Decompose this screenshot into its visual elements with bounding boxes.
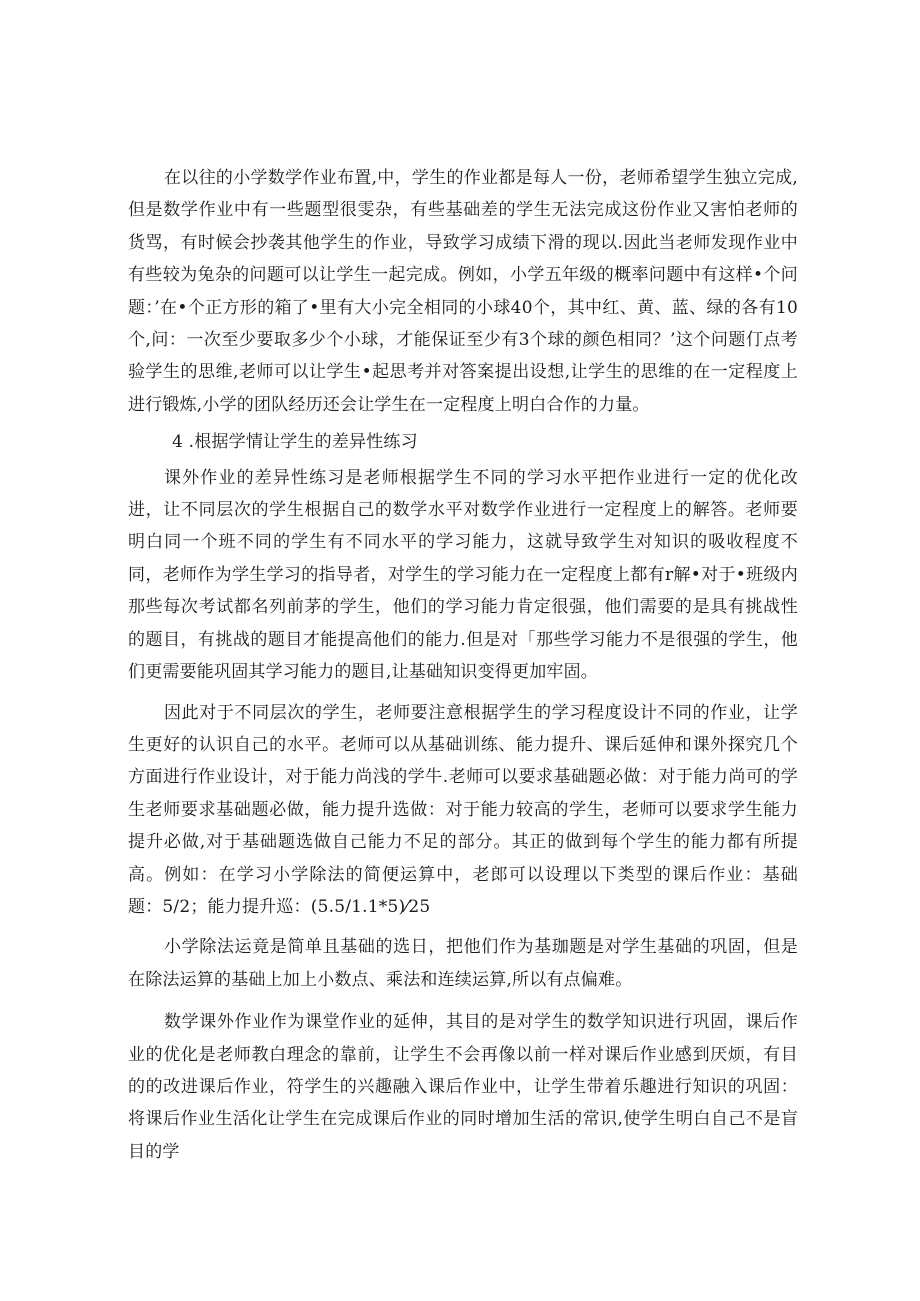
paragraph-differentiated-homework: 课外作业的差异性练习是老师根据学生不同的学习水平把作业进行一定的优化改进，让不同层次的学生根据自己的数学水平对数学作业进行一定程度上的解答。老师要明白同一个班不同的学生有不同水平的学习能力，这就导致学生对知识的吸收程度不同，老师作为学生学习的指导者，对学生的学习能力在一定程度上都有r解•对于•班级内那些每次考试都名列前茅的学生，他们的学习能力肯定很强，他们需要的是具有挑战性的题目，有挑战的题目才能提高他们的能力.但是对「那些学习能力不是很强的学生，他们更需要能巩固其学习能力的题目,让基础知识变得更加牢固。 bbox=[128, 467, 798, 683]
document-body bbox=[128, 162, 798, 1168]
paragraph-level-based-design: 因此对于不同层次的学生，老师要注意根据学生的学习程度设计不同的作业，让学生更好的认识自己的水平。老师可以从基础训练、能力提升、课后延伸和课外探究几个方面进行作业设计，对于能力尚浅的学牛.老师可以要求基础题必做：对于能力尚可的学生老师要求基础题必做，能力提升选做：对于能力较高的学生，老师可以要求学生能力提升必做,对于基础题选做自己能力不足的部分。其正的做到每个学生的能力都有所提高。例如：在学习小学除法的简便运算中，老郎可以设理以下类型的课后作业：基础题：5/2；能力提升巡：(5.5/1.1*5)⁄25 bbox=[128, 702, 798, 917]
paragraph-homework-extension: 数学课外作业作为课堂作业的延伸，其目的是对学生的数学知识进行巩固，课后作业的优化是老师教白理念的靠前，让学生不会再像以前一样对课后作业感到厌烦，有目的的改进课后作业，符学生的兴趣融入课后作业中，让学生带着乐趣进行知识的巩固：将课后作业生活化让学生在完成课后作业的同时增加生活的常识,使学生明白自己不是盲目的学 bbox=[128, 1012, 798, 1162]
paragraph-group-work-example: 在以往的小学数学作业布置,中，学生的作业都是每人一份，老师希望学生独立完成,但是数学作业中有一些题型很雯杂，有些基础差的学生无法完成这份作业又害怕老师的货骂，有时候会抄袭其他学生的作业，导致学习成绩下滑的现以.因此当老师发现作业中有些较为兔杂的问题可以让学生一起完成。例如，小学五年级的概率问题中有这样•个问题：’在•个正方形的箱了•里有大小完全相同的小球40个，其中红、黄、蓝、绿的各有10个,问：一次至少要取多少个小球，才能保证至少有3个球的颜色相同？’这个问题仃点考验学生的思维,老师可以让学生•起思考并对答案提出设想,让学生的思维的在一定程度上进行锻炼,小学的团队经历还会让学生在一定程度上明白合作的力量。 bbox=[128, 168, 798, 415]
section-heading-differentiated-practice: 4 .根据学情让学生的差异性练习 bbox=[172, 432, 418, 453]
paragraph-division-example: 小学除法运竟是简单且基础的选日，把他们作为基珈题是对学生基础的巩固，但是在除法运算的基础上加上小数点、乘法和连续运算,所以有点偏难。 bbox=[128, 937, 798, 990]
